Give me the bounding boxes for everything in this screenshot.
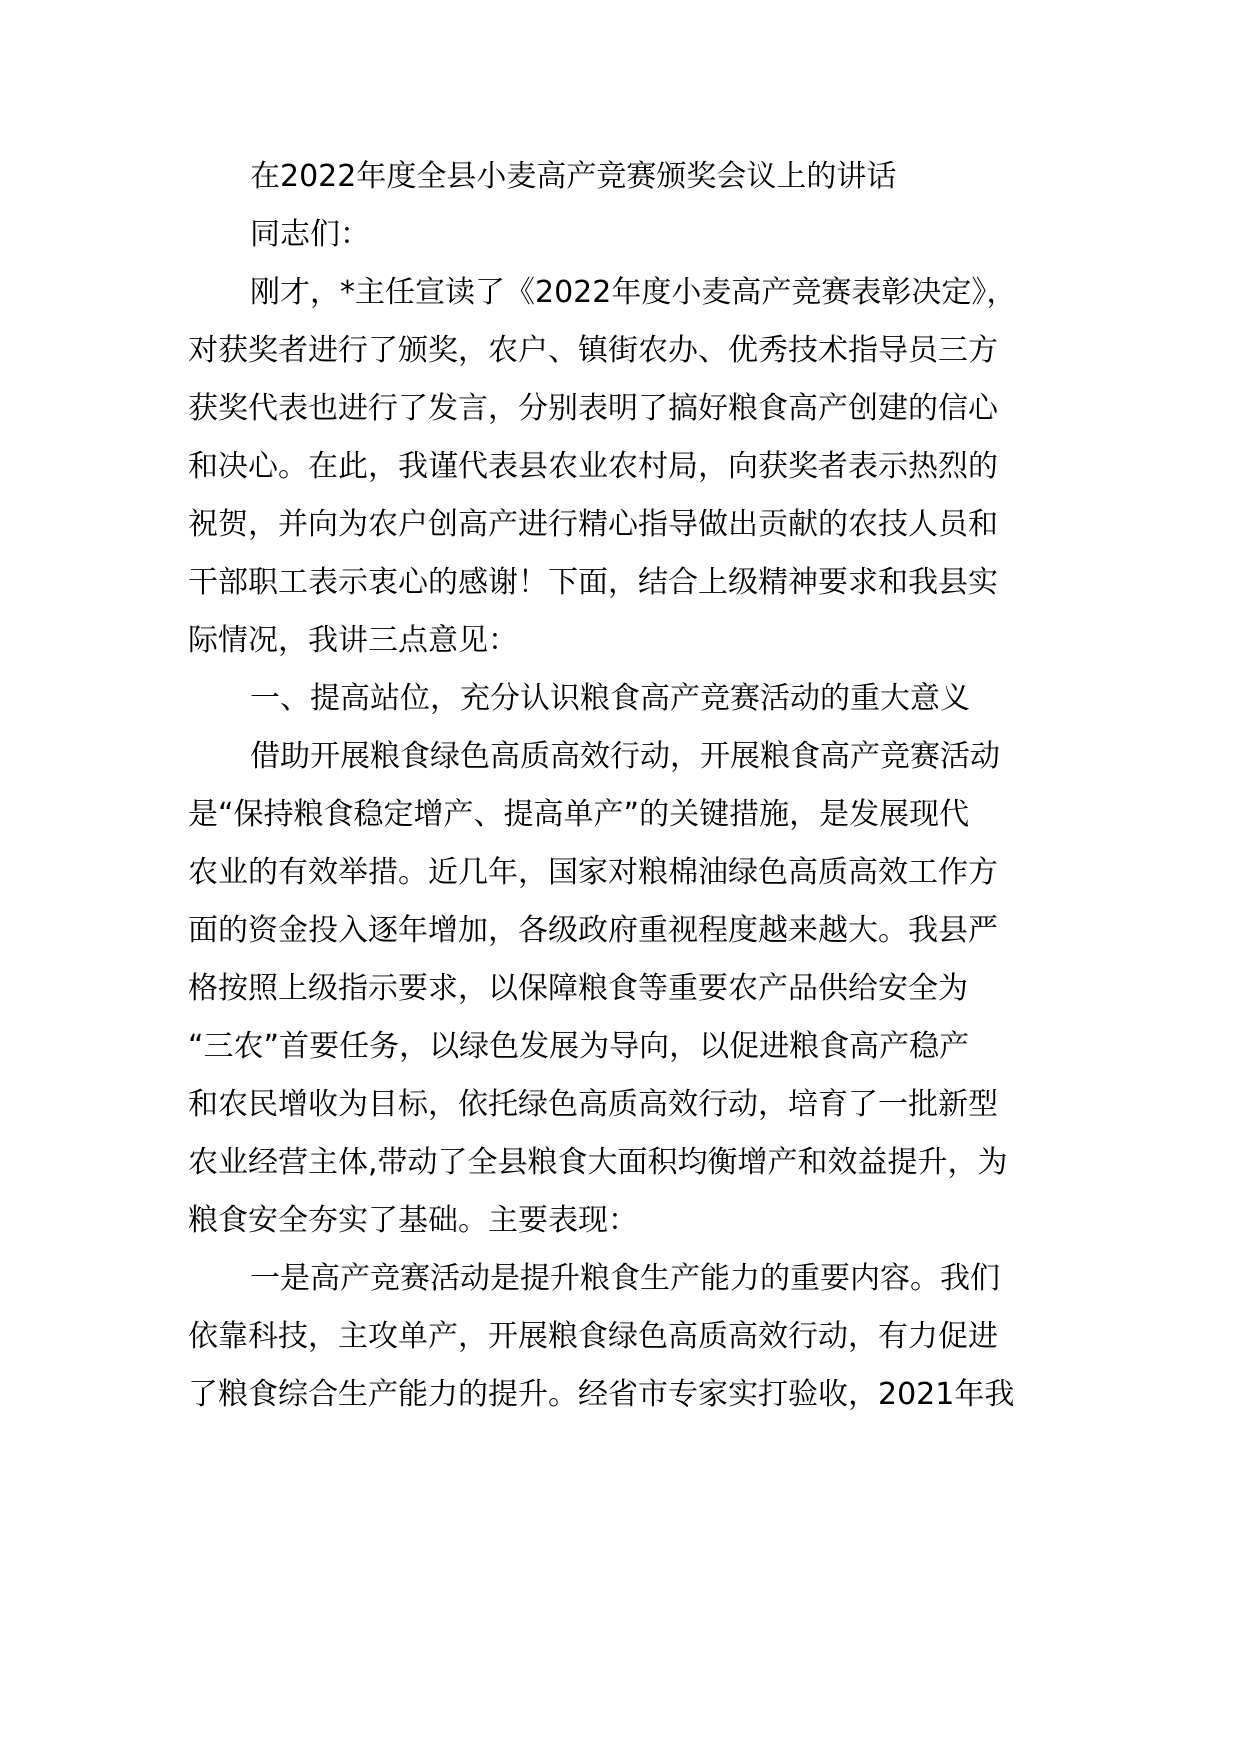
text-line: 获奖代表也进行了发言，分别表明了搞好粮食高产创建的信心 (188, 391, 998, 426)
text-line: 和决心。在此，我谨代表县农业农村局，向获奖者表示热烈的 (188, 449, 998, 484)
text-line: 对获奖者进行了颁奖，农户、镇街农办、优秀技术指导员三方 (188, 333, 998, 368)
salutation: 同志们： (250, 217, 370, 252)
text-line: 干部职工表示衷心的感谢！下面，结合上级精神要求和我县实 (188, 565, 998, 600)
text-line: 和农民增收为目标，依托绿色高质高效行动，培育了一批新型 (188, 1087, 998, 1122)
text-line: 依靠科技，主攻单产，开展粮食绿色高质高效行动，有力促进 (188, 1319, 998, 1354)
text-line: 粮食安全夯实了基础。主要表现： (188, 1203, 638, 1238)
text-line: 农业经营主体,带动了全县粮食大面积均衡增产和效益提升，为 (188, 1145, 1008, 1180)
text-line: 面的资金投入逐年增加，各级政府重视程度越来越大。我县严 (188, 913, 998, 948)
document-title: 在2022年度全县小麦高产竞赛颁奖会议上的讲话 (250, 159, 897, 194)
text-line: 一是高产竞赛活动是提升粮食生产能力的重要内容。我们 (250, 1261, 1000, 1296)
section-heading: 一、提高站位，充分认识粮食高产竞赛活动的重大意义 (250, 681, 970, 716)
text-line: “三农”首要任务，以绿色发展为导向，以促进粮食高产稳产 (188, 1029, 970, 1064)
text-line: 是“保持粮食稳定增产、提高单产”的关键措施，是发展现代 (188, 797, 970, 832)
text-line: 农业的有效举措。近几年，国家对粮棉油绿色高质高效工作方 (188, 855, 998, 890)
text-line: 际情况，我讲三点意见： (188, 623, 518, 658)
text-line: 格按照上级指示要求，以保障粮食等重要农产品供给安全为 (188, 971, 968, 1006)
text-line: 了粮食综合生产能力的提升。经省市专家实打验收，2021年我 (188, 1377, 1015, 1412)
text-line: 祝贺，并向为农户创高产进行精心指导做出贡献的农技人员和 (188, 507, 998, 542)
text-line: 借助开展粮食绿色高质高效行动，开展粮食高产竞赛活动 (250, 739, 1000, 774)
text-line: 刚才，*主任宣读了《2022年度小麦高产竞赛表彰决定》， (250, 275, 1017, 310)
